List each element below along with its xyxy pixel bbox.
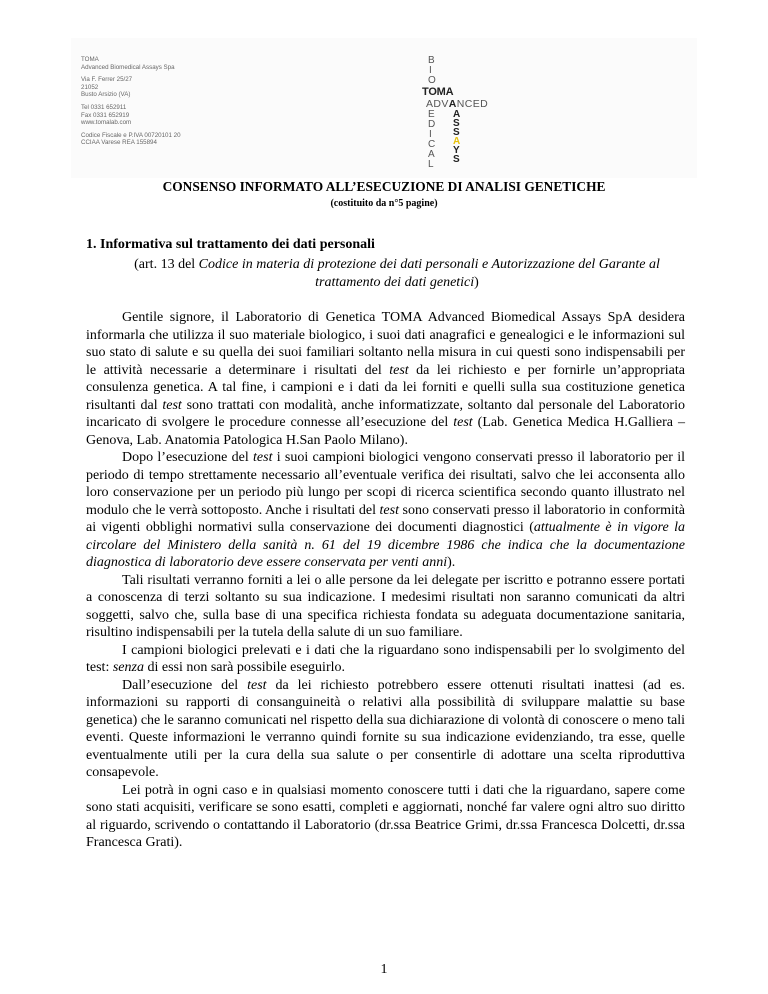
company-fullname: Advanced Biomedical Assays Spa xyxy=(81,63,175,71)
logo-toma: TOMA xyxy=(422,86,454,98)
letterhead xyxy=(71,38,697,178)
paragraph-2: Dopo l’esecuzione del test i suoi campioni biologici vengono conservati presso il laboratorio per il periodo di tempo strettamente necessario all’eventuale verifica dei risultati, salvo che lei acconsenta allo loro conservazione per un periodo più lungo per scopi di ricerca scientifica secondo quanto illustrato nel modulo che le verrà sottoposto. Anche i risultati del test sono conservati presso il laboratorio in conformità ai vigenti obblighi normativi sulla conservazione dei documenti diagnostici (attualmente è in vigore la circolare del Ministero della sanità n. 61 del 19 dicembre 1986 che indica che la documentazione diagnostica di laboratorio deve essere conservata per venti anni). xyxy=(86,450,685,570)
document-title: CONSENSO INFORMATO ALL’ESECUZIONE DI ANALISI GENETICHE xyxy=(162,179,606,194)
document-subtitle: (costituito da n°5 pagine) xyxy=(330,198,438,209)
page-number: 1 xyxy=(380,962,388,977)
logo-advanced: ADVANCED xyxy=(426,98,489,110)
paragraph-5: Dall’esecuzione del test da lei richiesto potrebbero essere ottenuti risultati inattesi (ad es. informazioni su rapporti di consanguineità o relativi alla possibilità di sviluppare malattie su base genetica) che le saranno comunicati nel rispetto della sua dichiarazione di volontà di conoscere o meno tali eventi. Queste informazioni le verranno quindi fornite su sua indicazione evidenziando, tra esse, quelle eventualmente utili per la cura della sua salute o per consentirle di adottare una scelta riproduttiva consapevole. xyxy=(86,677,685,780)
paragraph-1: Gentile signore, il Laboratorio di Genetica TOMA Advanced Biomedical Assays SpA desidera informarla che utilizza il suo materiale biologico, i suoi dati anagrafici e genealogici e le informazioni sul suo stato di salute e su quella dei suoi familiari soltanto nella misura in cui questi sono indispensabili per le attività necessarie a determinare i risultati del test da lei richiesto e per fornirle un’appropriata consulenza genetica. A tal fine, i campioni e i dati da lei forniti e quelli sulla sua costituzione genetica risultanti dal test sono trattati con modalità, anche informatizzate, soltanto dal personale del Laboratorio incaricato di svolgere le procedure connesse all’esecuzione del test (Lab. Genetica Medica H.Galliera – Genova, Lab. Anatomia Patologica H.San Paolo Milano). xyxy=(86,310,685,448)
address-street: Via F. Ferrer 25/27 xyxy=(81,76,133,84)
website: www.tomalab.com xyxy=(81,119,132,127)
fax: Fax 0331 652919 xyxy=(81,111,130,119)
tax-code: Codice Fiscale e P.IVA 00720101 20 xyxy=(81,131,181,139)
toma-logo: B I O TOMA ADVANCED E D I C A L A S S A Y S xyxy=(422,55,489,170)
section-heading: 1. Informativa sul trattamento dei dati personali xyxy=(86,237,375,252)
section-reference: (art. 13 del Codice in materia di protezione dei dati personali e Autorizzazione del Garante al trattamento dei dati genetici) xyxy=(134,257,660,290)
paragraph-4: I campioni biologici prelevati e i dati che la riguardano sono indispensabili per lo svolgimento del test: senza di essi non sarà possibile eseguirlo. xyxy=(86,642,685,675)
company-address-block xyxy=(81,56,181,147)
paragraph-3: Tali risultati verranno forniti a lei o alle persone da lei delegate per iscritto e potranno essere portati a conoscenza di terzi soltanto su sua indicazione. I medesimi risultati non saranno comunicati da altri soggetti, salvo che, sulla base di una specifica richiesta fondata su adeguata documentazione sanitaria, risultino indispensabili per la tutela della salute di un suo familiare. xyxy=(86,572,685,640)
company-name: TOMA xyxy=(81,56,99,63)
cciaa-rea: CCIAA Varese REA 155894 xyxy=(81,139,157,147)
address-city: Busto Arsizio (VA) xyxy=(81,91,131,99)
paragraph-6: Lei potrà in ogni caso e in qualsiasi momento conoscere tutti i dati che la riguardano, sapere come sono stati acquisiti, verificare se sono esatti, completi e aggiornati, nonché far valere ogni altro suo diritto al riguardo, scrivendo o contattando il Laboratorio (dr.ssa Beatrice Grimi, dr.ssa Francesca Dolcetti, dr.ssa Francesca Grati). xyxy=(86,782,685,850)
phone: Tel 0331 652911 xyxy=(81,103,127,111)
address-zip: 21052 xyxy=(81,83,99,91)
document-body xyxy=(86,309,685,852)
logo-assays: A S S A Y S xyxy=(453,109,461,165)
